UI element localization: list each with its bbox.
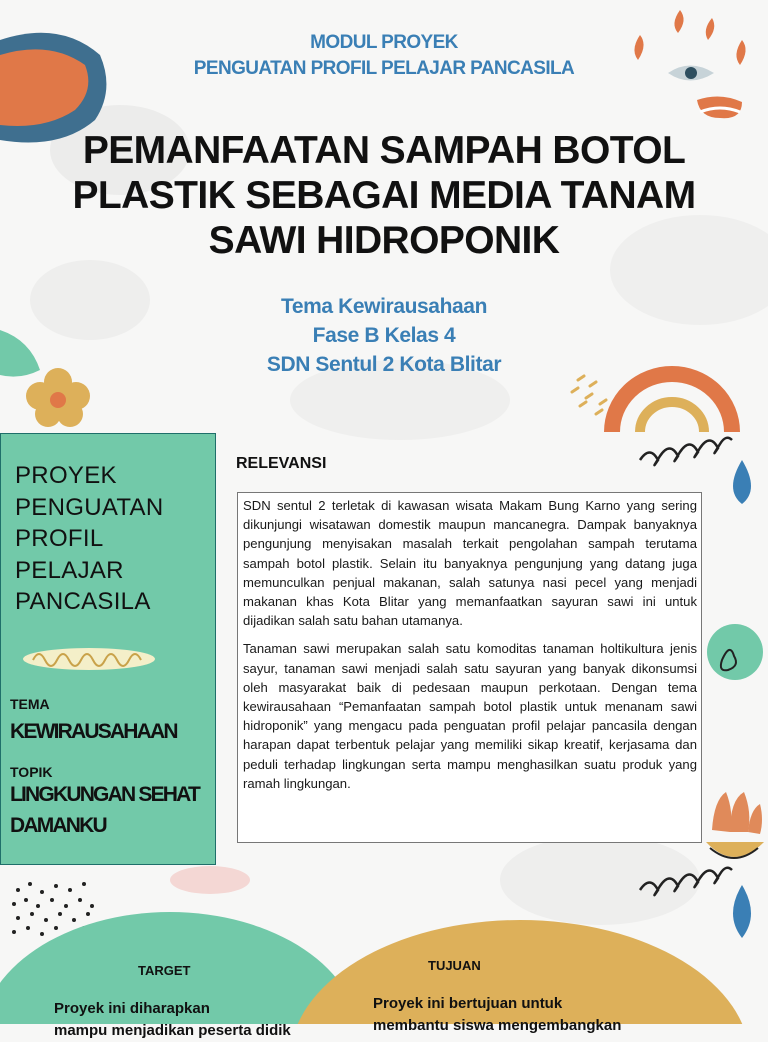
mint-circle-shape xyxy=(707,624,763,680)
grey-blob-shape xyxy=(500,835,700,925)
title-line3: SAWI HIDROPONIK xyxy=(208,219,560,262)
pink-blob-shape xyxy=(170,866,250,894)
module-header-line2: PENGUATAN PROFIL PELAJAR PANCASILA xyxy=(193,58,575,79)
tujuan-text-line2: membantu siswa mengembangkan xyxy=(373,1017,622,1034)
subtitle-block xyxy=(0,292,768,379)
sidebar-panel xyxy=(0,433,216,865)
sidebar-heading-line: PROYEK xyxy=(15,462,117,489)
orange-leaf-shape xyxy=(712,792,762,834)
tema-value: KEWIRAUSAHAAN xyxy=(10,720,177,743)
sidebar-heading-line: PANCASILA xyxy=(15,588,151,615)
sidebar-heading-line: PENGUATAN xyxy=(15,493,164,521)
sidebar-heading xyxy=(15,460,164,618)
title-line1: PEMANFAATAN SAMPAH BOTOL xyxy=(82,129,686,172)
dash-pattern-shape xyxy=(572,376,606,414)
tujuan-text-line1: Proyek ini bertujuan untuk xyxy=(373,995,563,1012)
blue-drop-shape xyxy=(733,885,751,938)
relevansi-paragraph-1: SDN sentul 2 terletak di kawasan wisata Makam Bung Karno yang sering dikunjungi wisatawan domestik maupun mancanegra. Dampak banyaknya pengunjung menyisakan masalah terkait pengolahan sampah terutama sampah botol plastik. Selain itu banyaknya pengunjung yang datang juga memunculkan penjual makanan, salah satunya nasi pecel yang menjadi makanan khas Kota Blitar yang memanfaatkan sayuran sawi ini untuk dijadikan salah satu bahan utamanya. xyxy=(243,498,697,629)
coil-divider-icon xyxy=(19,644,159,674)
tema-label: TEMA xyxy=(10,696,50,712)
topik-value-line2: DAMANKU xyxy=(10,814,106,837)
subtitle-phase: Fase B Kelas 4 xyxy=(312,324,456,347)
topik-label: TOPIK xyxy=(10,764,53,780)
blue-drop-shape xyxy=(733,460,751,504)
module-header xyxy=(0,30,768,82)
title-line2: PLASTIK SEBAGAI MEDIA TANAM xyxy=(72,174,696,217)
relevansi-textbox xyxy=(237,492,702,843)
relevansi-paragraph-2: Tanaman sawi merupakan salah satu komoditas tanaman holtikultura jenis sayur, tanaman sawi menjadi salah satu sayuran yang banyak dikonsumsi oleh masyarakat baik di pedesaan maupun perkotaan. Dengan tema kewirausahaan “Pemanfaatan sampah botol plastik untuk menanam sawi hidroponik” yang mengacu pada penguatan profil pelajar pancasila dengan harapan dapat terbentuk pelajar yang memiliki sikap kreatif, kerjasama dan peduli terhadap lingkungan serta mampu menghasilkan suatu produk yang ramah lingkungan. xyxy=(243,641,697,791)
target-text-line1: Proyek ini diharapkan xyxy=(54,1000,210,1017)
module-header-line1: MODUL PROYEK xyxy=(310,32,458,53)
relevansi-heading: RELEVANSI xyxy=(236,455,327,472)
page-title xyxy=(40,128,728,263)
target-text-line2: mampu menjadikan peserta didik xyxy=(54,1022,291,1039)
target-label: TARGET xyxy=(138,963,191,978)
lips-shape xyxy=(697,96,742,118)
target-text xyxy=(54,998,291,1042)
subtitle-school: SDN Sentul 2 Kota Blitar xyxy=(266,353,502,376)
topik-value-line1: LINGKUNGAN SEHAT xyxy=(10,783,199,806)
sidebar-heading-line: PELAJAR xyxy=(15,556,124,584)
subtitle-theme: Tema Kewirausahaan xyxy=(281,295,487,318)
spiral-shape xyxy=(640,438,732,465)
tujuan-label: TUJUAN xyxy=(428,958,481,973)
rainbow-shape xyxy=(612,374,732,432)
sidebar-heading-line: PROFIL xyxy=(15,525,104,552)
tujuan-text xyxy=(373,993,621,1037)
